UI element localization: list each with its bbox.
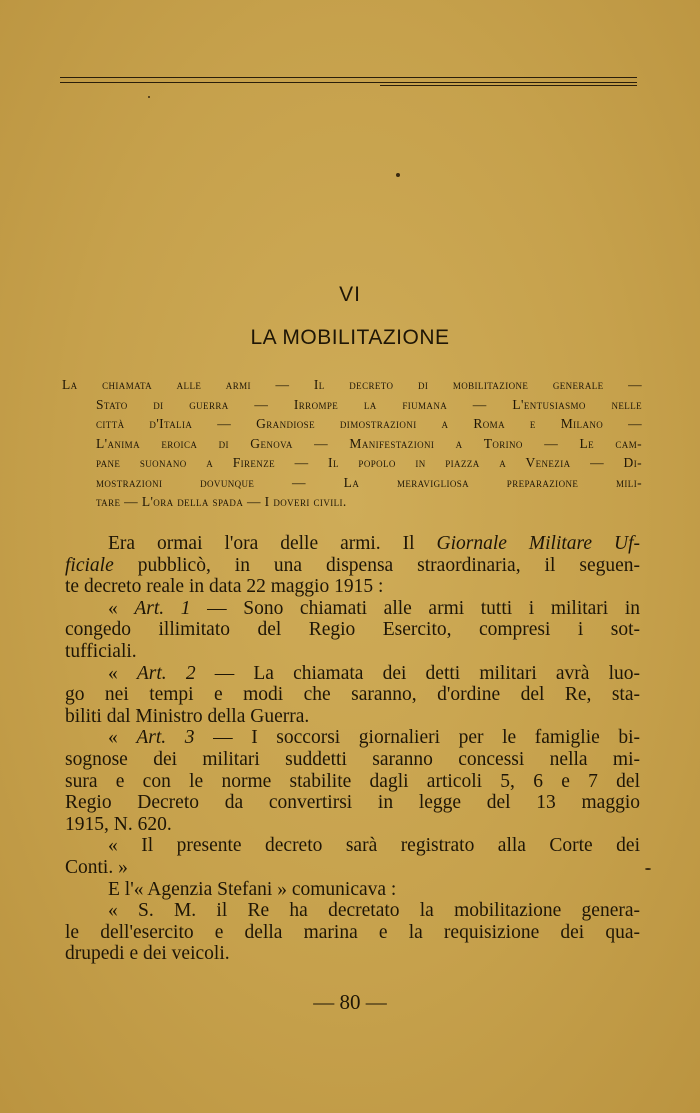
text-line: congedo illimitato del Regio Esercito, compresi i sot- bbox=[65, 619, 640, 641]
text-line: Regio Decreto da convertirsi in legge del 13 maggio bbox=[65, 792, 640, 814]
text-line: « Art. 1 — Sono chiamati alle armi tutti i militari in bbox=[108, 597, 640, 619]
summary-line: tare — L'ora della spada — I doveri civili. bbox=[96, 494, 347, 509]
chapter-title: LA MOBILITAZIONE bbox=[250, 326, 450, 349]
text-line: Era ormai l'ora delle armi. Il Giornale Militare Uf- bbox=[108, 533, 640, 554]
text-line: te decreto reale in data 22 maggio 1915 : bbox=[65, 576, 384, 598]
text-line: E l'« Agenzia Stefani » comunicava : bbox=[108, 878, 397, 900]
summary-line: Stato di guerra — Irrompe la fiumana — L'entusiasmo nelle bbox=[96, 396, 642, 412]
text-line: « S. M. il Re ha decretato la mobilitazione genera- bbox=[108, 900, 640, 922]
chapter-number: VI bbox=[339, 283, 361, 306]
text-line: « Art. 3 — I soccorsi giornalieri per le famiglie bi- bbox=[108, 727, 641, 749]
text-line: go nei tempi e modi che saranno, d'ordine del Re, sta- bbox=[65, 684, 640, 706]
text-line: « Il presente decreto sarà registrato alla Corte dei bbox=[108, 835, 640, 857]
paper-speck bbox=[645, 868, 651, 870]
text-line: sura e con le norme stabilite dagli articoli 5, 6 e 7 del bbox=[65, 770, 640, 792]
body-text bbox=[65, 533, 640, 965]
text-line: biliti dal Ministro della Guerra. bbox=[65, 705, 310, 727]
text-line: drupedi e dei veicoli. bbox=[65, 943, 230, 965]
paper-speck bbox=[148, 96, 150, 98]
paper-speck bbox=[396, 173, 400, 177]
chapter-summary bbox=[62, 375, 642, 512]
text-line: le dell'esercito e della marina e la requisizione dei qua- bbox=[65, 921, 640, 943]
summary-line: città d'Italia — Grandiose dimostrazioni a Roma e Milano — bbox=[96, 416, 642, 431]
text-line: sognose dei militari suddetti saranno concessi nella mi- bbox=[65, 748, 640, 770]
text-line: 1915, N. 620. bbox=[65, 813, 172, 835]
summary-line: mostrazioni dovunque — La meravigliosa preparazione mili- bbox=[96, 474, 642, 490]
summary-line: La chiamata alle armi — Il decreto di mobilitazione generale — bbox=[62, 377, 642, 392]
top-rule-fragment bbox=[380, 85, 637, 86]
text-line: tufficiali. bbox=[65, 640, 137, 662]
text-line: Conti. » bbox=[65, 856, 128, 878]
summary-line: pane suonano a Firenze — Il popolo in piazza a Venezia — Di- bbox=[96, 455, 642, 470]
page-number: — 80 — bbox=[313, 990, 387, 1014]
top-rule bbox=[60, 77, 637, 78]
text-line: « Art. 2 — La chiamata dei detti militari avrà luo- bbox=[108, 662, 640, 684]
text-line: ficiale pubblicò, in una dispensa straordinaria, il seguen- bbox=[65, 554, 640, 576]
top-rule-double bbox=[60, 82, 637, 83]
summary-line: L'anima eroica di Genova — Manifestazioni a Torino — Le cam- bbox=[96, 435, 642, 451]
